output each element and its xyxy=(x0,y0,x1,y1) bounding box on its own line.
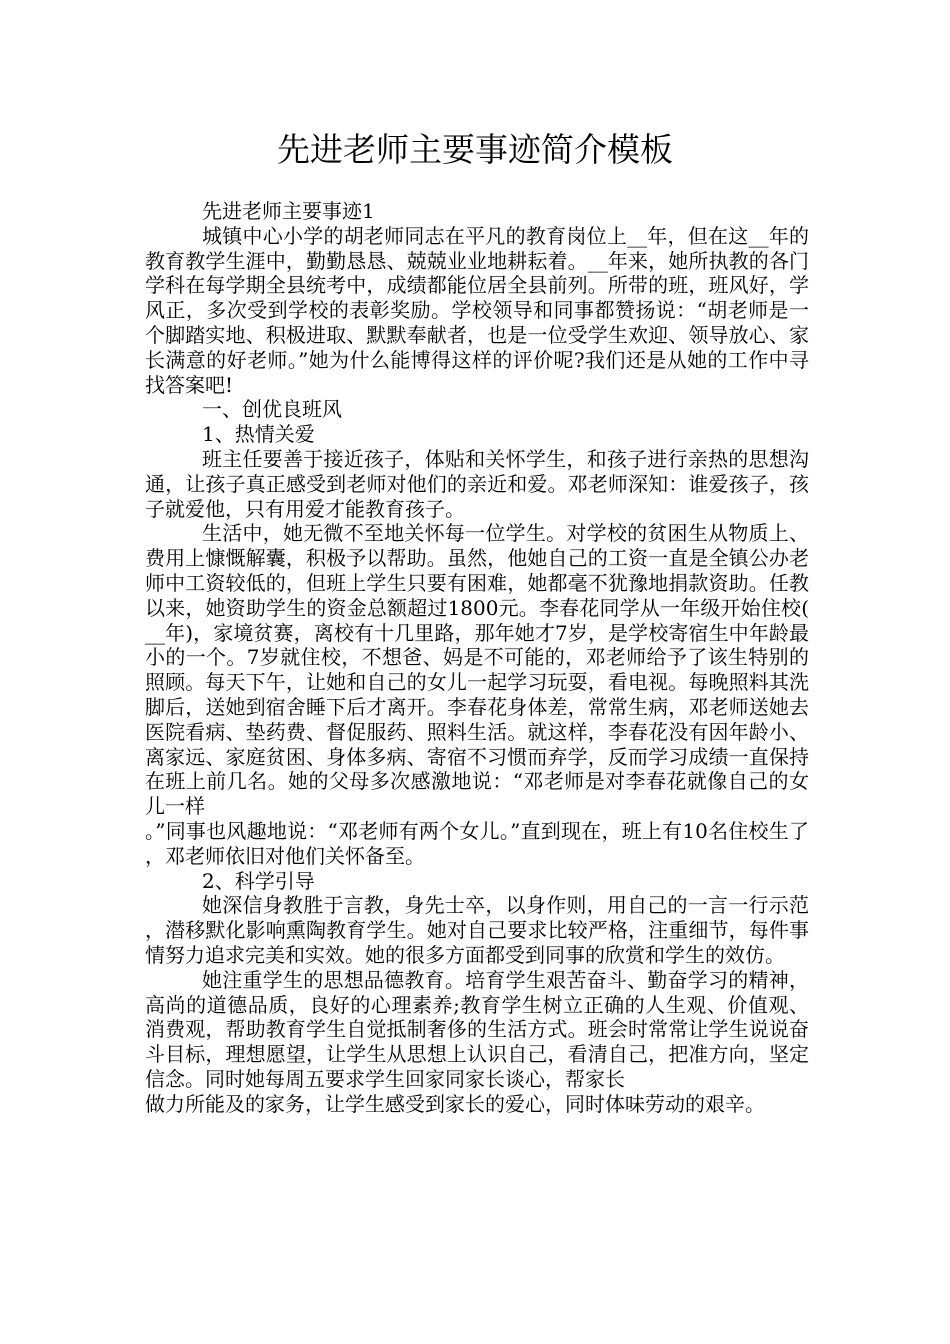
paragraph-moral-education: 她注重学生的思想品德教育。培育学生艰苦奋斗、勤奋学习的精神，高尚的道德品质，良好的心理素养;教育学生树立正确的人生观、价值观、消费观，帮助教育学生自觉抵制奢侈的生活方式。班会时常常让学生说说奋斗目标，理想愿望，让学生从思想上认识自己，看清自己，把准方向，坚定信念。同时她每周五要求学生回家同家长谈心，帮家长 xyxy=(145,967,809,1091)
paragraph-life: 生活中，她无微不至地关怀每一位学生。对学校的贫困生从物质上、费用上慷慨解囊，积极予以帮助。虽然，他她自己的工资一直是全镇公办老师中工资较低的，但班上学生只要有困难，她都毫不犹豫地捐款资助。任教以来，她资助学生的资金总额超过1800元。李春花同学从一年级开始住校(__年)，家境贫赛，离校有十几里路，那年她才7岁，是学校寄宿生中年龄最小的一个。7岁就住校，不想爸、妈是不可能的，邓老师给予了该生特别的照顾。每天下午，让她和自己的女儿一起学习玩耍，看电视。每晚照料其洗脚后，送她到宿舍睡下后才离开。李春花身体差，常常生病，邓老师送她去医院看病、垫药费、督促服药、照料生活。就这样，李春花没有因年龄小、离家远、家庭贫困、身体多病、寄宿不习惯而弃学，反而学习成绩一直保持在班上前几名。她的父母多次感激地说：“邓老师是对李春花就像自己的女儿一样 xyxy=(145,521,809,819)
paragraph-subheading-1: 1、热情关爱 xyxy=(202,422,315,447)
paragraph-moral-education-continued: 做力所能及的家务，让学生感受到家长的爱心，同时体味劳动的艰辛。 xyxy=(145,1091,765,1116)
paragraph-intro: 城镇中心小学的胡老师同志在平凡的教育岗位上__年，但在这__年的教育教学生涯中，勤勤恳恳、兢兢业业地耕耘着。__年来，她所执教的各门学科在每学期全县统考中，成绩都能位居全县前列。所带的班，班风好，学风正，多次受到学校的表彰奖励。学校领导和同事都赞扬说：“胡老师是一个脚踏实地、积极进取、默默奉献者，也是一位受学生欢迎、领导放心、家长满意的好老师。”她为什么能博得这样的评价呢?我们还是从她的工作中寻找答案吧! xyxy=(145,223,809,397)
paragraph-heading-1: 一、创优良班风 xyxy=(202,397,342,422)
paragraph-section-heading: 先进老师主要事迹1 xyxy=(202,199,375,223)
paragraph-life-continued: 。”同事也风趣地说：“邓老师有两个女儿。”直到现在，班上有10名住校生了，邓老师依旧对他们关怀备至。 xyxy=(145,818,809,868)
paragraph-care: 班主任要善于接近孩子，体贴和关怀学生，和孩子进行亲热的思想沟通，让孩子真正感受到老师对他们的亲近和爱。邓老师深知：谁爱孩子，孩子就爱他，只有用爱才能教育孩子。 xyxy=(145,446,809,521)
document-body xyxy=(145,199,809,1116)
paragraph-example: 她深信身教胜于言教，身先士卒，以身作则，用自己的一言一行示范，潜移默化影响熏陶教育学生。她对自己要求比较严格，注重细节，每件事情努力追求完美和实效。她的很多方面都受到同事的欣赏和学生的效仿。 xyxy=(145,893,809,967)
paragraph-subheading-2: 2、科学引导 xyxy=(202,868,315,893)
document-title: 先进老师主要事迹简介模板 xyxy=(277,130,673,169)
